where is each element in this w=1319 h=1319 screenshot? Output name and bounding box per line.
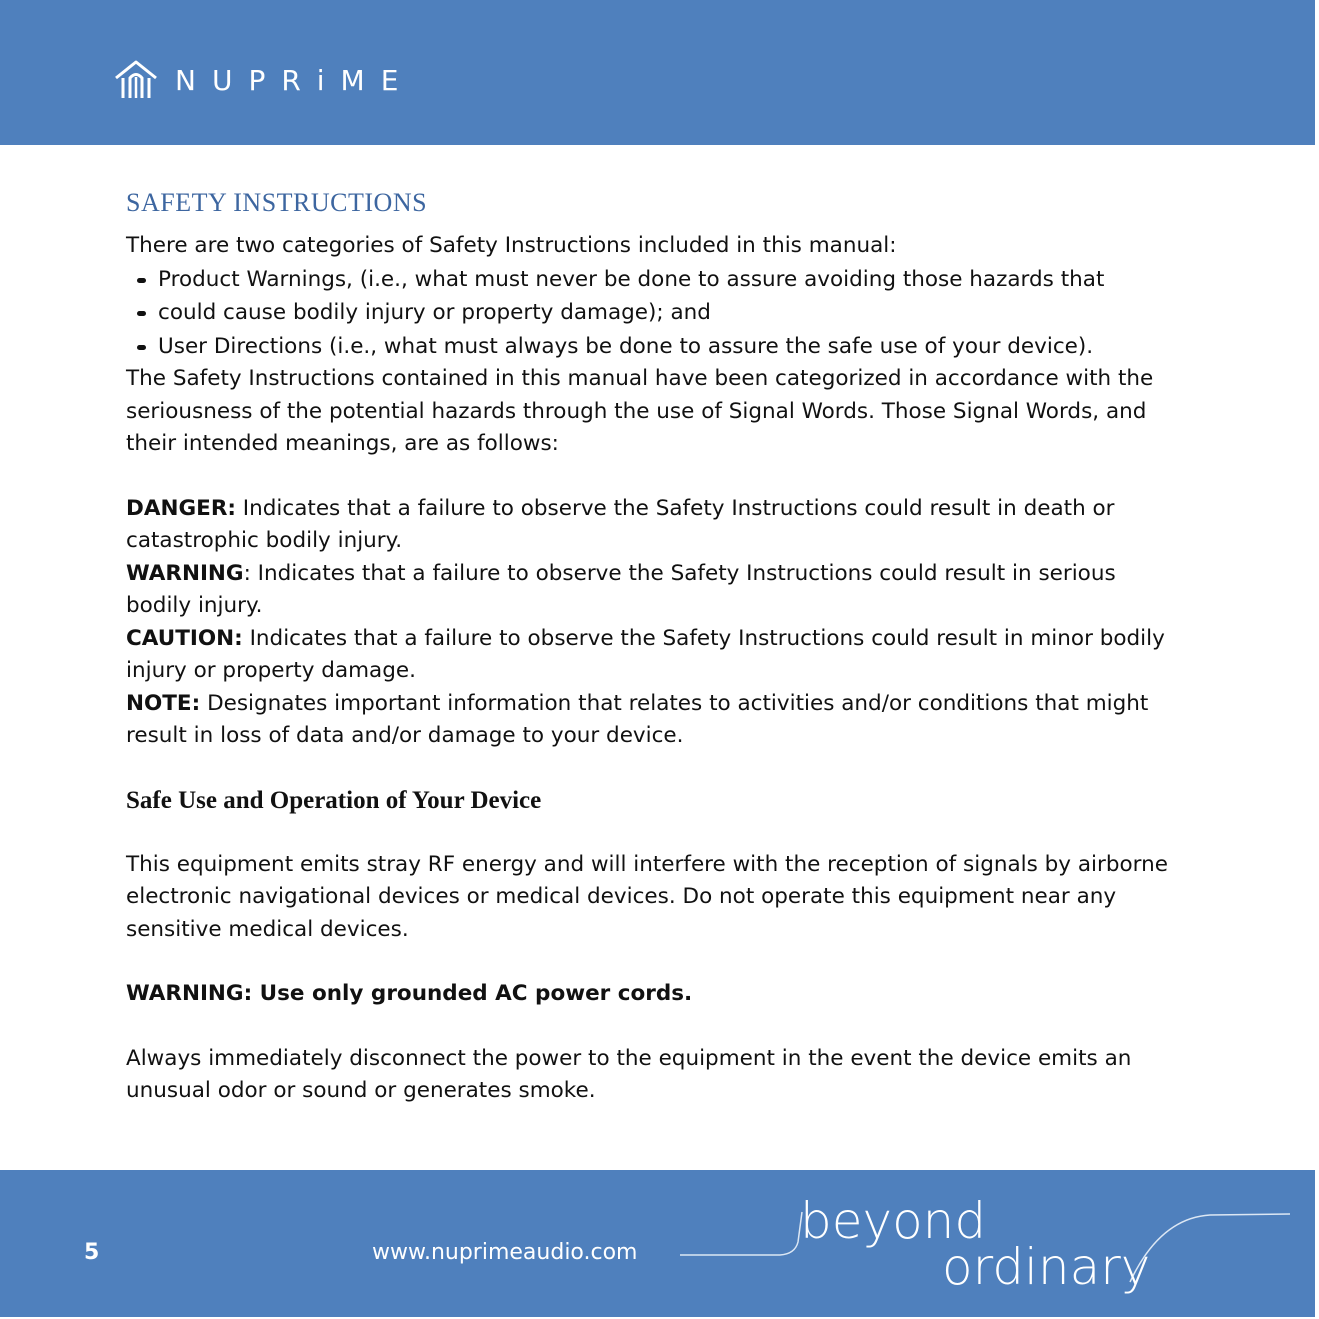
brand-name: NUPRiME [175,63,415,97]
ac-warning: WARNING: Use only grounded AC power cords. [126,981,693,1006]
list-item: could cause bodily injury or property damage); and [126,296,1186,330]
signal-note [126,688,1186,753]
nuprime-mark-icon [113,58,159,102]
tagline-line2: ordinary [942,1238,1151,1296]
section-title: SAFETY INSTRUCTIONS [126,188,428,217]
signal-label: CAUTION: [126,625,243,651]
intro-paragraph: There are two categories of Safety Instructions included in this manual: [126,233,897,258]
signal-text: Indicates that a failure to observe the Safety Instructions could result in minor bodily injury or property damage. [126,625,1165,683]
signal-label: DANGER: [126,495,236,521]
tagline-graphic [680,1190,1300,1300]
tagline-swoosh [680,1190,1300,1300]
safe-use-heading: Safe Use and Operation of Your Device [126,786,542,814]
main-content [126,188,1186,1108]
signal-label: WARNING [126,560,244,586]
rf-paragraph: This equipment emits stray RF energy and will interfere with the reception of signals by airborne electronic navigational devices or medical devices. Do not operate this equipment near any sensitive medical devices. [126,851,1168,942]
website-link[interactable]: www.nuprimeaudio.com [372,1240,638,1265]
disconnect-paragraph: Always immediately disconnect the power to the equipment in the event the device emits an unusual odor or sound or generates smoke. [126,1045,1132,1103]
classification-paragraph: The Safety Instructions contained in this manual have been categorized in accordance with the seriousness of the potential hazards through the use of Signal Words. Those Signal Words, and their intended meanings, are as follows: [126,366,1154,456]
page-number: 5 [84,1240,100,1265]
signal-warning [126,558,1186,623]
signal-danger [126,493,1186,558]
signal-text: Designates important information that relates to activities and/or conditions that might result in loss of data and/or damage to your device. [126,690,1149,748]
instruction-categories-list [126,263,1186,364]
signal-text: : Indicates that a failure to observe the Safety Instructions could result in serious bodily injury. [126,560,1116,618]
tagline-line1: beyond [800,1192,987,1250]
signal-text: Indicates that a failure to observe the Safety Instructions could result in death or catastrophic bodily injury. [126,495,1115,553]
brand-logo [113,58,414,102]
list-item: Product Warnings, (i.e., what must never be done to assure avoiding those hazards that [126,263,1186,297]
page-header [0,0,1315,145]
signal-label: NOTE: [126,690,201,716]
list-item: User Directions (i.e., what must always be done to assure the safe use of your device). [126,330,1186,364]
signal-caution [126,623,1186,688]
page-footer [0,1170,1315,1317]
